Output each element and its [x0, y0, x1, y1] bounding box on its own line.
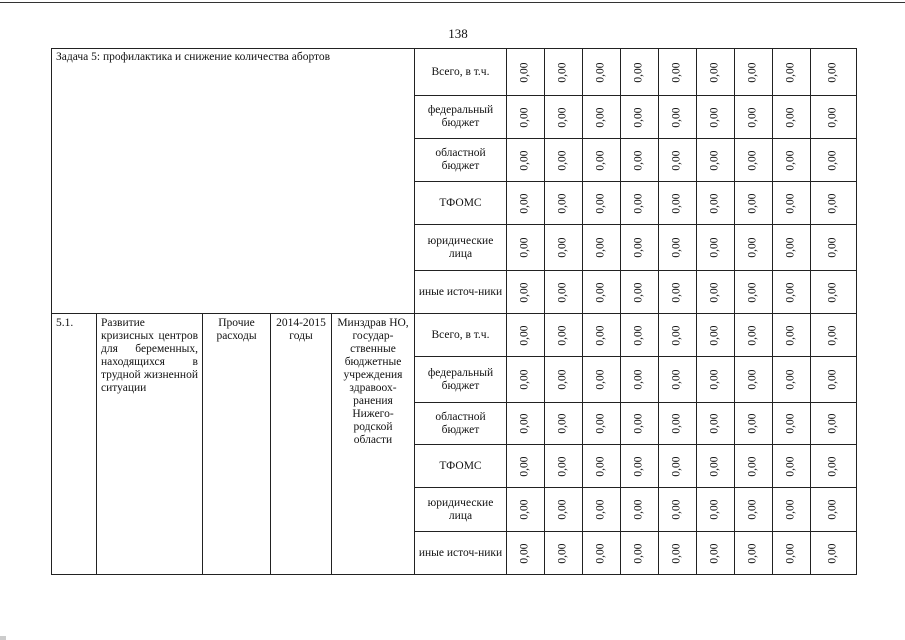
value-cell: [621, 182, 659, 225]
value-text: 0,00: [633, 237, 645, 258]
value-text: 0,00: [671, 106, 683, 128]
value-text: 0,00: [709, 413, 721, 434]
value-cell: [697, 225, 735, 271]
value-cell: [507, 182, 545, 225]
value-cell: [811, 532, 857, 575]
value-cell: [735, 225, 773, 271]
value-cell: [697, 488, 735, 532]
value-cell: [621, 445, 659, 488]
value-cell: [735, 532, 773, 575]
value-cell: [697, 271, 735, 314]
value-text: 0,00: [557, 237, 569, 258]
value-text: 0,00: [671, 369, 683, 390]
value-cell: [659, 271, 697, 314]
value-cell: [507, 357, 545, 403]
value-cell: [545, 532, 583, 575]
value-text: 0,00: [747, 455, 759, 477]
value-cell: [773, 532, 811, 575]
value-text: 0,00: [595, 324, 607, 346]
value-text: 0,00: [633, 281, 645, 303]
value-text: 0,00: [519, 369, 531, 390]
value-text: 0,00: [827, 237, 839, 258]
value-text: 0,00: [633, 61, 645, 83]
value-cell: [621, 357, 659, 403]
value-cell: [697, 403, 735, 445]
value-text: 0,00: [785, 106, 797, 128]
value-text: 0,00: [595, 106, 607, 128]
value-cell: [773, 49, 811, 96]
value-cell: [659, 96, 697, 139]
value-cell: [583, 271, 621, 314]
value-text: 0,00: [519, 149, 531, 171]
value-text: 0,00: [519, 413, 531, 434]
value-cell: [773, 314, 811, 357]
value-text: 0,00: [785, 455, 797, 477]
value-cell: [659, 403, 697, 445]
value-cell: [811, 357, 857, 403]
value-cell: [507, 445, 545, 488]
value-text: 0,00: [785, 281, 797, 303]
value-text: 0,00: [785, 237, 797, 258]
value-text: 0,00: [785, 413, 797, 434]
value-text: 0,00: [557, 455, 569, 477]
table-row: [52, 49, 857, 96]
value-cell: [773, 139, 811, 182]
value-cell: [697, 96, 735, 139]
value-cell: [811, 182, 857, 225]
value-text: 0,00: [785, 499, 797, 520]
value-cell: [507, 271, 545, 314]
value-cell: [735, 357, 773, 403]
value-cell: [545, 182, 583, 225]
value-cell: [697, 314, 735, 357]
value-cell: [545, 403, 583, 445]
value-cell: [697, 49, 735, 96]
value-text: 0,00: [671, 192, 683, 214]
funding-source-cell: юридические лица: [415, 488, 507, 532]
value-text: 0,00: [827, 149, 839, 171]
value-text: 0,00: [557, 149, 569, 171]
funding-source-cell: ТФОМС: [415, 445, 507, 488]
value-cell: [773, 403, 811, 445]
value-cell: [507, 532, 545, 575]
value-cell: [545, 271, 583, 314]
page-number: 138: [448, 26, 468, 41]
value-text: 0,00: [671, 281, 683, 303]
value-text: 0,00: [671, 324, 683, 346]
funding-source-cell: Всего, в т.ч.: [415, 49, 507, 96]
expense-type: Прочие расходы: [203, 314, 271, 575]
value-cell: [507, 488, 545, 532]
value-text: 0,00: [747, 61, 759, 83]
value-text: 0,00: [633, 192, 645, 214]
value-text: 0,00: [595, 369, 607, 390]
value-text: 0,00: [633, 499, 645, 520]
value-text: 0,00: [827, 192, 839, 214]
value-text: 0,00: [671, 413, 683, 434]
value-cell: [697, 182, 735, 225]
value-cell: [773, 357, 811, 403]
value-cell: [773, 271, 811, 314]
value-text: 0,00: [595, 499, 607, 520]
value-cell: [659, 357, 697, 403]
value-text: 0,00: [827, 455, 839, 477]
value-text: 0,00: [709, 281, 721, 303]
value-text: 0,00: [519, 61, 531, 83]
funding-source-cell: иные источ-ники: [415, 271, 507, 314]
funding-source-cell: областной бюджет: [415, 139, 507, 182]
value-cell: [773, 445, 811, 488]
value-text: 0,00: [595, 542, 607, 564]
value-cell: [811, 403, 857, 445]
value-text: 0,00: [709, 192, 721, 214]
value-text: 0,00: [519, 324, 531, 346]
value-cell: [545, 139, 583, 182]
value-text: 0,00: [633, 413, 645, 434]
value-cell: [735, 445, 773, 488]
value-cell: [545, 314, 583, 357]
value-text: 0,00: [747, 149, 759, 171]
value-cell: [583, 225, 621, 271]
value-text: 0,00: [519, 455, 531, 477]
funding-source-cell: юридические лица: [415, 225, 507, 271]
value-cell: [583, 49, 621, 96]
value-text: 0,00: [785, 61, 797, 83]
value-text: 0,00: [557, 192, 569, 214]
value-text: 0,00: [595, 455, 607, 477]
value-text: 0,00: [595, 237, 607, 258]
value-text: 0,00: [519, 192, 531, 214]
value-cell: [659, 532, 697, 575]
value-cell: [735, 314, 773, 357]
value-cell: [811, 225, 857, 271]
value-text: 0,00: [595, 61, 607, 83]
value-text: 0,00: [595, 192, 607, 214]
value-text: 0,00: [747, 106, 759, 128]
value-cell: [811, 445, 857, 488]
value-text: 0,00: [785, 324, 797, 346]
scan-artifact: [0, 636, 6, 640]
value-text: 0,00: [557, 413, 569, 434]
funding-source-cell: иные источ-ники: [415, 532, 507, 575]
value-text: 0,00: [519, 281, 531, 303]
value-cell: [621, 532, 659, 575]
value-cell: [621, 488, 659, 532]
value-cell: [507, 314, 545, 357]
value-cell: [545, 488, 583, 532]
value-text: 0,00: [709, 499, 721, 520]
value-cell: [697, 357, 735, 403]
value-text: 0,00: [709, 542, 721, 564]
value-cell: [583, 532, 621, 575]
item-name: Развитие кризисных центров для беременных, находящихся в трудной жизненной ситуации: [97, 314, 203, 575]
value-cell: [621, 139, 659, 182]
value-cell: [507, 49, 545, 96]
value-cell: [659, 139, 697, 182]
value-text: 0,00: [595, 149, 607, 171]
value-text: 0,00: [671, 542, 683, 564]
value-text: 0,00: [633, 455, 645, 477]
value-cell: [621, 403, 659, 445]
value-cell: [811, 96, 857, 139]
value-cell: [697, 139, 735, 182]
value-text: 0,00: [747, 369, 759, 390]
value-text: 0,00: [827, 499, 839, 520]
value-cell: [659, 314, 697, 357]
value-cell: [621, 96, 659, 139]
item-number: 5.1.: [52, 314, 97, 575]
value-text: 0,00: [709, 237, 721, 258]
value-text: 0,00: [785, 369, 797, 390]
value-text: 0,00: [785, 192, 797, 214]
value-text: 0,00: [519, 542, 531, 564]
executor: Минздрав НО, государ-ственные бюджетные учреждения здравоох-ранения Нижего-родской области: [332, 314, 415, 575]
value-text: 0,00: [671, 455, 683, 477]
value-cell: [545, 225, 583, 271]
value-cell: [545, 445, 583, 488]
value-cell: [735, 49, 773, 96]
value-text: 0,00: [519, 106, 531, 128]
value-text: 0,00: [709, 61, 721, 83]
value-cell: [545, 96, 583, 139]
value-text: 0,00: [709, 324, 721, 346]
value-text: 0,00: [709, 369, 721, 390]
funding-source-cell: областной бюджет: [415, 403, 507, 445]
value-cell: [621, 49, 659, 96]
funding-source-cell: федеральный бюджет: [415, 357, 507, 403]
value-text: 0,00: [747, 281, 759, 303]
value-text: 0,00: [595, 413, 607, 434]
value-text: 0,00: [595, 281, 607, 303]
implementation-period: 2014-2015 годы: [271, 314, 332, 575]
value-text: 0,00: [747, 413, 759, 434]
value-cell: [773, 225, 811, 271]
value-cell: [621, 271, 659, 314]
value-text: 0,00: [633, 149, 645, 171]
value-cell: [621, 314, 659, 357]
value-text: 0,00: [827, 61, 839, 83]
value-text: 0,00: [671, 237, 683, 258]
value-text: 0,00: [519, 499, 531, 520]
value-cell: [583, 96, 621, 139]
value-text: 0,00: [747, 499, 759, 520]
value-text: 0,00: [557, 61, 569, 83]
value-cell: [697, 445, 735, 488]
value-text: 0,00: [671, 61, 683, 83]
value-cell: [659, 488, 697, 532]
value-text: 0,00: [827, 324, 839, 346]
value-text: 0,00: [671, 149, 683, 171]
value-text: 0,00: [747, 324, 759, 346]
value-text: 0,00: [785, 149, 797, 171]
value-cell: [659, 445, 697, 488]
value-cell: [583, 314, 621, 357]
value-text: 0,00: [747, 192, 759, 214]
value-text: 0,00: [557, 499, 569, 520]
value-text: 0,00: [827, 542, 839, 564]
value-cell: [735, 271, 773, 314]
value-text: 0,00: [709, 106, 721, 128]
value-cell: [507, 96, 545, 139]
value-text: 0,00: [747, 542, 759, 564]
value-cell: [735, 182, 773, 225]
page-top-rule: [0, 2, 905, 3]
value-text: 0,00: [827, 369, 839, 390]
value-text: 0,00: [671, 499, 683, 520]
value-text: 0,00: [747, 237, 759, 258]
value-cell: [507, 225, 545, 271]
task-title: Задача 5: профилактика и снижение количества абортов: [52, 49, 415, 314]
funding-source-cell: ТФОМС: [415, 182, 507, 225]
value-cell: [697, 532, 735, 575]
funding-source-cell: Всего, в т.ч.: [415, 314, 507, 357]
value-text: 0,00: [557, 324, 569, 346]
value-cell: [583, 445, 621, 488]
value-cell: [545, 357, 583, 403]
table-row: [52, 314, 857, 357]
value-cell: [659, 182, 697, 225]
value-cell: [735, 403, 773, 445]
value-cell: [735, 96, 773, 139]
value-text: 0,00: [633, 106, 645, 128]
value-text: 0,00: [557, 542, 569, 564]
value-text: 0,00: [633, 324, 645, 346]
value-text: 0,00: [557, 369, 569, 390]
value-text: 0,00: [557, 106, 569, 128]
value-cell: [583, 403, 621, 445]
value-cell: [773, 182, 811, 225]
value-cell: [507, 403, 545, 445]
value-cell: [659, 49, 697, 96]
value-cell: [583, 488, 621, 532]
value-cell: [659, 225, 697, 271]
value-text: 0,00: [633, 542, 645, 564]
funding-source-cell: федеральный бюджет: [415, 96, 507, 139]
value-text: 0,00: [827, 281, 839, 303]
value-text: 0,00: [827, 106, 839, 128]
value-text: 0,00: [709, 149, 721, 171]
value-cell: [735, 488, 773, 532]
value-cell: [583, 139, 621, 182]
value-cell: [811, 49, 857, 96]
value-cell: [811, 488, 857, 532]
value-cell: [583, 182, 621, 225]
value-text: 0,00: [785, 542, 797, 564]
value-text: 0,00: [827, 413, 839, 434]
value-cell: [811, 271, 857, 314]
value-cell: [773, 488, 811, 532]
value-cell: [621, 225, 659, 271]
value-text: 0,00: [519, 237, 531, 258]
value-cell: [773, 96, 811, 139]
value-cell: [507, 139, 545, 182]
value-text: 0,00: [709, 455, 721, 477]
value-cell: [811, 139, 857, 182]
value-cell: [545, 49, 583, 96]
budget-table: [51, 48, 857, 575]
value-cell: [583, 357, 621, 403]
value-cell: [735, 139, 773, 182]
value-text: 0,00: [633, 369, 645, 390]
value-text: 0,00: [557, 281, 569, 303]
value-cell: [811, 314, 857, 357]
